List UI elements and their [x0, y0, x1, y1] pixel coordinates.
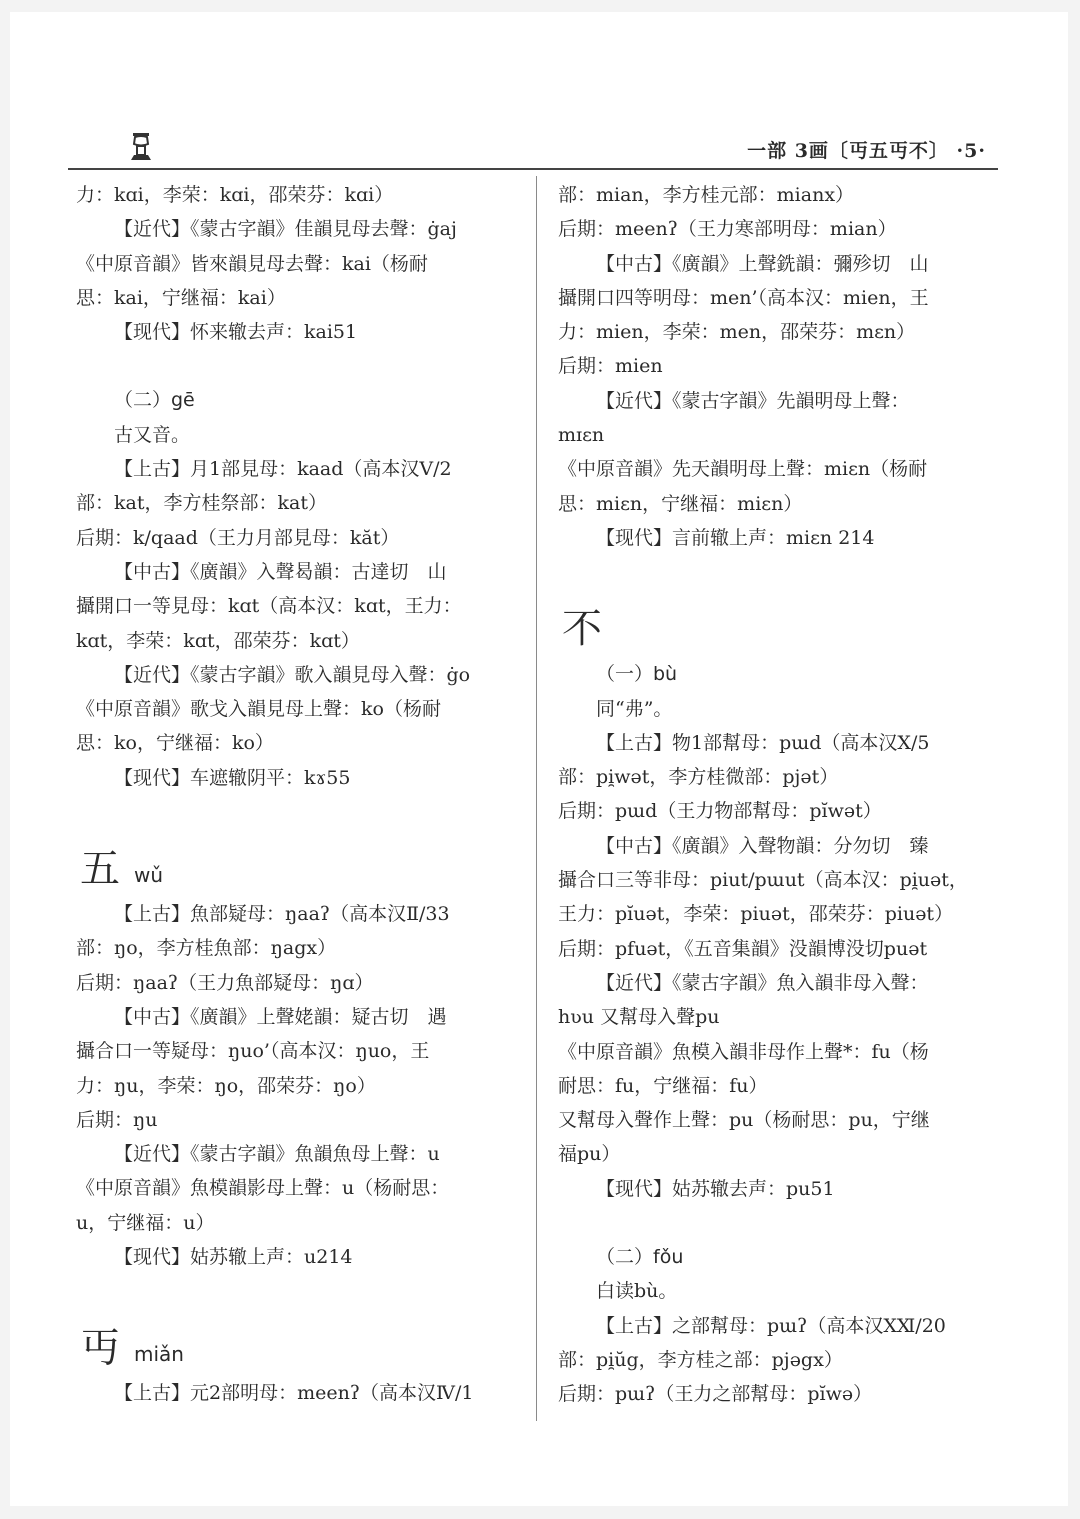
- entry-line: 【近代】《蒙古字韻》歌入韻見母入聲：ġo: [114, 663, 471, 686]
- entry-line: 思：kai，宁继福：kai）: [76, 286, 286, 309]
- entry-line: 部：ŋo，李方桂魚部：ŋagx）: [76, 937, 337, 960]
- paragraph-gap: [558, 555, 1004, 601]
- entry-line: 【现代】姑苏辙去声：pu51: [596, 1177, 835, 1200]
- entry-line: 《中原音韻》先天韻明母上聲：miɛn（杨耐: [558, 458, 928, 481]
- entry-line: 后期：k/qaad（王力月部見母：kăt）: [76, 526, 400, 549]
- entry-line: 后期：ŋaaʔ（王力魚部疑母：ŋɑ）: [76, 971, 374, 994]
- headword-pinyin: miǎn: [134, 1342, 184, 1367]
- entry-line: u，宁继福：u）: [76, 1211, 215, 1234]
- entry-line: 《中原音韻》魚模入韻非母作上聲*：fu（杨: [558, 1040, 929, 1063]
- entry-line: hʋu 又幫母入聲pu: [558, 1006, 720, 1029]
- entry-line: 【中古】《廣韻》上聲姥韻：疑古切 遇: [114, 1005, 447, 1028]
- entry-line: 力：kɑi，李荣：kɑi，邵荣芬：kɑi）: [76, 184, 394, 206]
- entry-line: 攝開口一等見母：kɑt（高本汉：kɑt，王力：: [76, 595, 462, 618]
- entry-line: 【中古】《廣韻》入聲物韻：分勿切 臻: [596, 834, 929, 857]
- entry-line: 后期：pfuət，《五音集韻》没韻博没切puət: [558, 937, 928, 960]
- entry-line: 古又音。: [114, 423, 191, 446]
- entry-line: 《中原音韻》魚模韻影母上聲：u（杨耐思：: [76, 1177, 450, 1200]
- entry-line: 后期：pɯʔ（王力之部幫母：pĭwə）: [558, 1383, 873, 1406]
- entry-line: 攝合口一等疑母：ŋuo’（高本汉：ŋuo，王: [76, 1040, 430, 1063]
- entry-line: 攝開口四等明母：men’（高本汉：mien，王: [558, 286, 929, 309]
- entry-line: 后期：meenʔ（王力寒部明母：mian）: [558, 218, 897, 241]
- entry-line: 【中古】《廣韻》入聲曷韻：古達切 山: [114, 560, 447, 583]
- entry-line: 【上古】物1部幫母：pɯd（高本汉Ⅹ/5: [596, 731, 930, 754]
- paragraph-gap: [76, 795, 520, 841]
- entry-line: 【中古】《廣韻》上聲銑韻：彌殄切 山: [596, 252, 929, 275]
- entry-line: 耐思：fu，宁继福：fu）: [558, 1074, 768, 1097]
- headword-character: 丏: [80, 1325, 120, 1372]
- entry-line: 【近代】《蒙古字韻》魚入韻非母入聲：: [596, 971, 929, 994]
- column-divider: [536, 176, 537, 1421]
- entry-line: 思：ko，宁继福：ko）: [76, 732, 274, 755]
- headword-entry: [76, 841, 520, 897]
- entry-line: 后期：mien: [558, 355, 663, 378]
- right-column: [558, 178, 1004, 1412]
- paragraph-gap: [76, 349, 520, 383]
- entry-line: （二）fǒu: [596, 1246, 684, 1269]
- entry-line: 后期：ŋu: [76, 1108, 158, 1131]
- entry-line: 【现代】姑苏辙上声：u214: [114, 1246, 353, 1269]
- entry-line: 《中原音韻》歌戈入韻見母上聲：ko（杨耐: [76, 698, 441, 721]
- entry-line: 【上古】元2部明母：meenʔ（高本汉Ⅳ/1: [114, 1382, 474, 1405]
- entry-line: kɑt，李荣：kɑt，邵荣芬：kɑt）: [76, 629, 360, 652]
- entry-line: 福pu）: [558, 1143, 621, 1166]
- entry-line: 力：mien，李荣：men，邵荣芬：mɛn）: [558, 321, 916, 344]
- entry-line: 力：ŋu，李荣：ŋo，邵荣芬：ŋo）: [76, 1074, 376, 1097]
- left-column: [76, 178, 520, 1411]
- entry-line: 《中原音韻》皆來韻見母去聲：kai（杨耐: [76, 252, 428, 275]
- entry-line: 攝合口三等非母：piut/pɯut（高本汉：pi̯uət，: [558, 869, 968, 892]
- entry-line: 王力：pĭuət，李荣：piuət，邵荣芬：piuət）: [558, 903, 954, 926]
- entry-line: 后期：pɯd（王力物部幫母：pĭwət）: [558, 800, 882, 823]
- entry-line: 【近代】《蒙古字韻》先韻明母上聲：: [596, 389, 910, 412]
- dictionary-page: [10, 12, 1068, 1506]
- headword-entry: [558, 601, 1004, 657]
- entry-line: 又幫母入聲作上聲：pu（杨耐思：pu，宁继: [558, 1109, 930, 1132]
- paragraph-gap: [558, 1206, 1004, 1240]
- headword-character: 五: [80, 846, 120, 893]
- entry-line: 【现代】言前辙上声：miɛn 214: [596, 526, 875, 549]
- entry-line: 【近代】《蒙古字韻》魚韻魚母上聲：u: [114, 1143, 440, 1166]
- entry-line: 思：miɛn，宁继福：miɛn）: [558, 492, 803, 515]
- entry-line: mɪɛn: [558, 424, 605, 447]
- running-head: 一部 3画〔丏五丏不〕 ·5·: [747, 140, 986, 162]
- entry-line: 【上古】魚部疑母：ŋaaʔ（高本汉Ⅱ/33: [114, 903, 450, 926]
- entry-line: （一）bù: [596, 663, 678, 686]
- entry-line: 部：mian，李方桂元部：mianx）: [558, 184, 855, 206]
- headword-character: 不: [562, 606, 602, 653]
- entry-line: 部：pi̯ŭg，李方桂之部：pjəgx）: [558, 1348, 843, 1371]
- entry-line: 白读bù。: [596, 1280, 678, 1303]
- entry-line: 同“弗”。: [596, 697, 673, 720]
- headword-entry: [76, 1320, 520, 1376]
- paragraph-gap: [76, 1274, 520, 1320]
- entry-line: 【上古】之部幫母：pɯʔ（高本汉ⅩⅪ/20: [596, 1314, 946, 1337]
- entry-line: 【现代】车遮辙阴平：kɤ55: [114, 766, 351, 789]
- entry-line: 【现代】怀来辙去声：kai51: [114, 321, 358, 344]
- entry-line: 【上古】月1部見母：kaad（高本汉Ⅴ/2: [114, 458, 452, 481]
- entry-line: （二）gē: [114, 389, 195, 412]
- page-header: [68, 130, 998, 170]
- publisher-emblem-icon: [128, 132, 154, 162]
- entry-line: 【近代】《蒙古字韻》佳韻見母去聲：ġaj: [114, 218, 457, 241]
- entry-line: 部：pi̯wət，李方桂微部：pjət）: [558, 766, 839, 789]
- entry-line: 部：kat，李方桂祭部：kat）: [76, 492, 327, 515]
- headword-pinyin: wǔ: [134, 863, 164, 888]
